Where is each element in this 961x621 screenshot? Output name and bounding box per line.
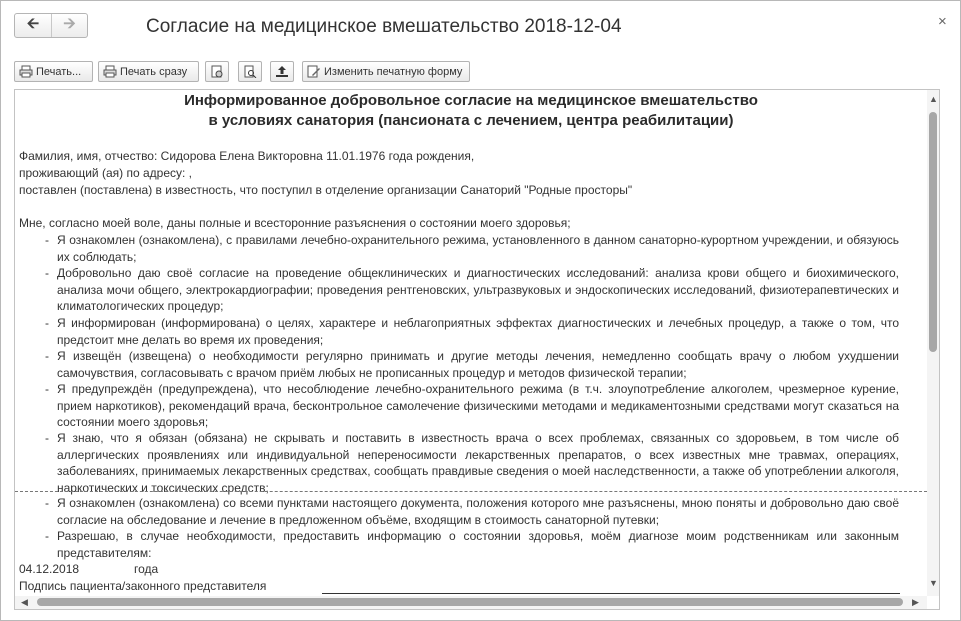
- consent-item: - Я ознакомлен (ознакомлена) со всеми пунктами настоящего документа, положения которого мне разъяснены, мною поняты и добровольно даю своё согласие на обследование и лечение в предложенном объёме, входящим в стоимость санаторной путевки;: [45, 495, 899, 528]
- edit-print-form-label: Изменить печатную форму: [324, 65, 463, 78]
- intro-line: Мне, согласно моей воле, даны полные и всесторонние разъяснения о состоянии моего здоровья;: [19, 216, 571, 230]
- signature-label: Подпись пациента/законного представителя: [19, 579, 267, 593]
- scroll-down-icon[interactable]: ▼: [929, 578, 938, 588]
- edit-form-icon: [307, 65, 321, 78]
- arrow-left-icon: 🡨: [26, 15, 40, 32]
- patient-name-line: Фамилия, имя, отчество: Сидорова Елена Викторовна 11.01.1976 года рождения,: [19, 149, 475, 163]
- consent-date: 04.12.2018: [19, 562, 80, 576]
- document-title-line-2: в условиях санатория (пансионата с лечением, центра реабилитации): [208, 112, 734, 129]
- close-button[interactable]: ×: [938, 13, 947, 30]
- consent-item: - Я знаю, что я обязан (обязана) не скрывать и поставить в известность врача о всех проблемах, связанных со здоровьем, в том числе об аллергических проявлениях или индивидуальной непереносимости лекарственных препаратов, о всех известных мне травмах, операциях, заболеваниях, принимаемых лекарственных средствах, сообщать правдивые сведения о моей наследственности, а также об употреблении алкоголя, наркотических и токсических средств;: [45, 430, 899, 496]
- signature-line: [322, 593, 900, 594]
- document-viewer[interactable]: [14, 89, 940, 610]
- patient-address-line: проживающий (ая) по адресу: ,: [19, 166, 192, 180]
- consent-item: - Добровольно даю своё согласие на проведение общеклинических и диагностических исследований: анализа крови общего и биохимического, анализа мочи общего, электрокардиографии; проведения рентгеновских, ультразвуковых и эндоскопических исследований, физиотерапевтических и климатологических процедур;: [45, 265, 899, 315]
- print-settings-button[interactable]: [205, 61, 229, 82]
- horizontal-scroll-thumb[interactable]: [37, 598, 903, 606]
- printer-icon: [103, 65, 117, 78]
- window-title: Согласие на медицинское вмешательство 2018-12-04: [146, 16, 622, 37]
- printer-icon: [19, 65, 33, 78]
- upload-icon: [275, 65, 289, 78]
- scroll-up-icon[interactable]: ▲: [929, 94, 938, 104]
- scroll-right-icon[interactable]: ▶: [912, 597, 919, 607]
- export-button[interactable]: [270, 61, 294, 82]
- document-title-line-1: Информированное добровольное согласие на медицинское вмешательство: [184, 92, 758, 109]
- document-content: [15, 90, 927, 596]
- scroll-left-icon[interactable]: ◀: [21, 597, 28, 607]
- navigation-buttons: [14, 13, 88, 38]
- vertical-scroll-thumb[interactable]: [929, 112, 937, 352]
- consent-item: - Я информирован (информирована) о целях, характере и неблагоприятных эффектах диагностических и лечебных процедур, а также о том, что предстоит мне делать во время их проведения;: [45, 315, 899, 348]
- consent-item: - Разрешаю, в случае необходимости, предоставить информацию о состоянии здоровья, моём диагнозе моим родственникам или законным представителям:: [45, 528, 899, 561]
- back-button[interactable]: [15, 14, 51, 37]
- edit-print-form-button[interactable]: [302, 61, 470, 82]
- print-button-label: Печать...: [36, 65, 82, 78]
- preview-button[interactable]: [238, 61, 262, 82]
- print-now-button-label: Печать сразу: [120, 65, 188, 78]
- print-now-button[interactable]: [98, 61, 199, 82]
- consent-item: - Я ознакомлен (ознакомлена), с правилами лечебно-охранительного режима, установленного в данном санаторно-курортном учреждении, и обязуюсь их соблюдать;: [45, 232, 899, 265]
- admission-line: поставлен (поставлена) в известность, что поступил в отделение организации Санаторий "Родные просторы": [19, 183, 633, 197]
- forward-button[interactable]: [51, 14, 87, 37]
- consent-item: - Я извещён (извещена) о необходимости регулярно принимать и другие методы лечения, немедленно сообщать врачу о любом ухудшении самочувствия, согласовывать с врачом приём любых не прописанных процедур и методов физической терапии;: [45, 348, 899, 381]
- page-break-line: [15, 491, 927, 492]
- consent-date-suffix: года: [134, 562, 159, 576]
- magnifier-document-icon: [243, 65, 257, 78]
- print-settings-icon: [210, 65, 224, 78]
- arrow-right-icon: 🡪: [63, 15, 76, 32]
- consent-item: - Я предупреждён (предупреждена), что несоблюдение лечебно-охранительного режима (в т.ч. злоупотребление алкоголем, чрезмерное курение, прием наркотиков), рекомендаций врача, бесконтрольное самолечение физическими методами и медикаментозными средствами могут сказаться на состоянии моего здоровья;: [45, 381, 899, 431]
- print-button[interactable]: [14, 61, 93, 82]
